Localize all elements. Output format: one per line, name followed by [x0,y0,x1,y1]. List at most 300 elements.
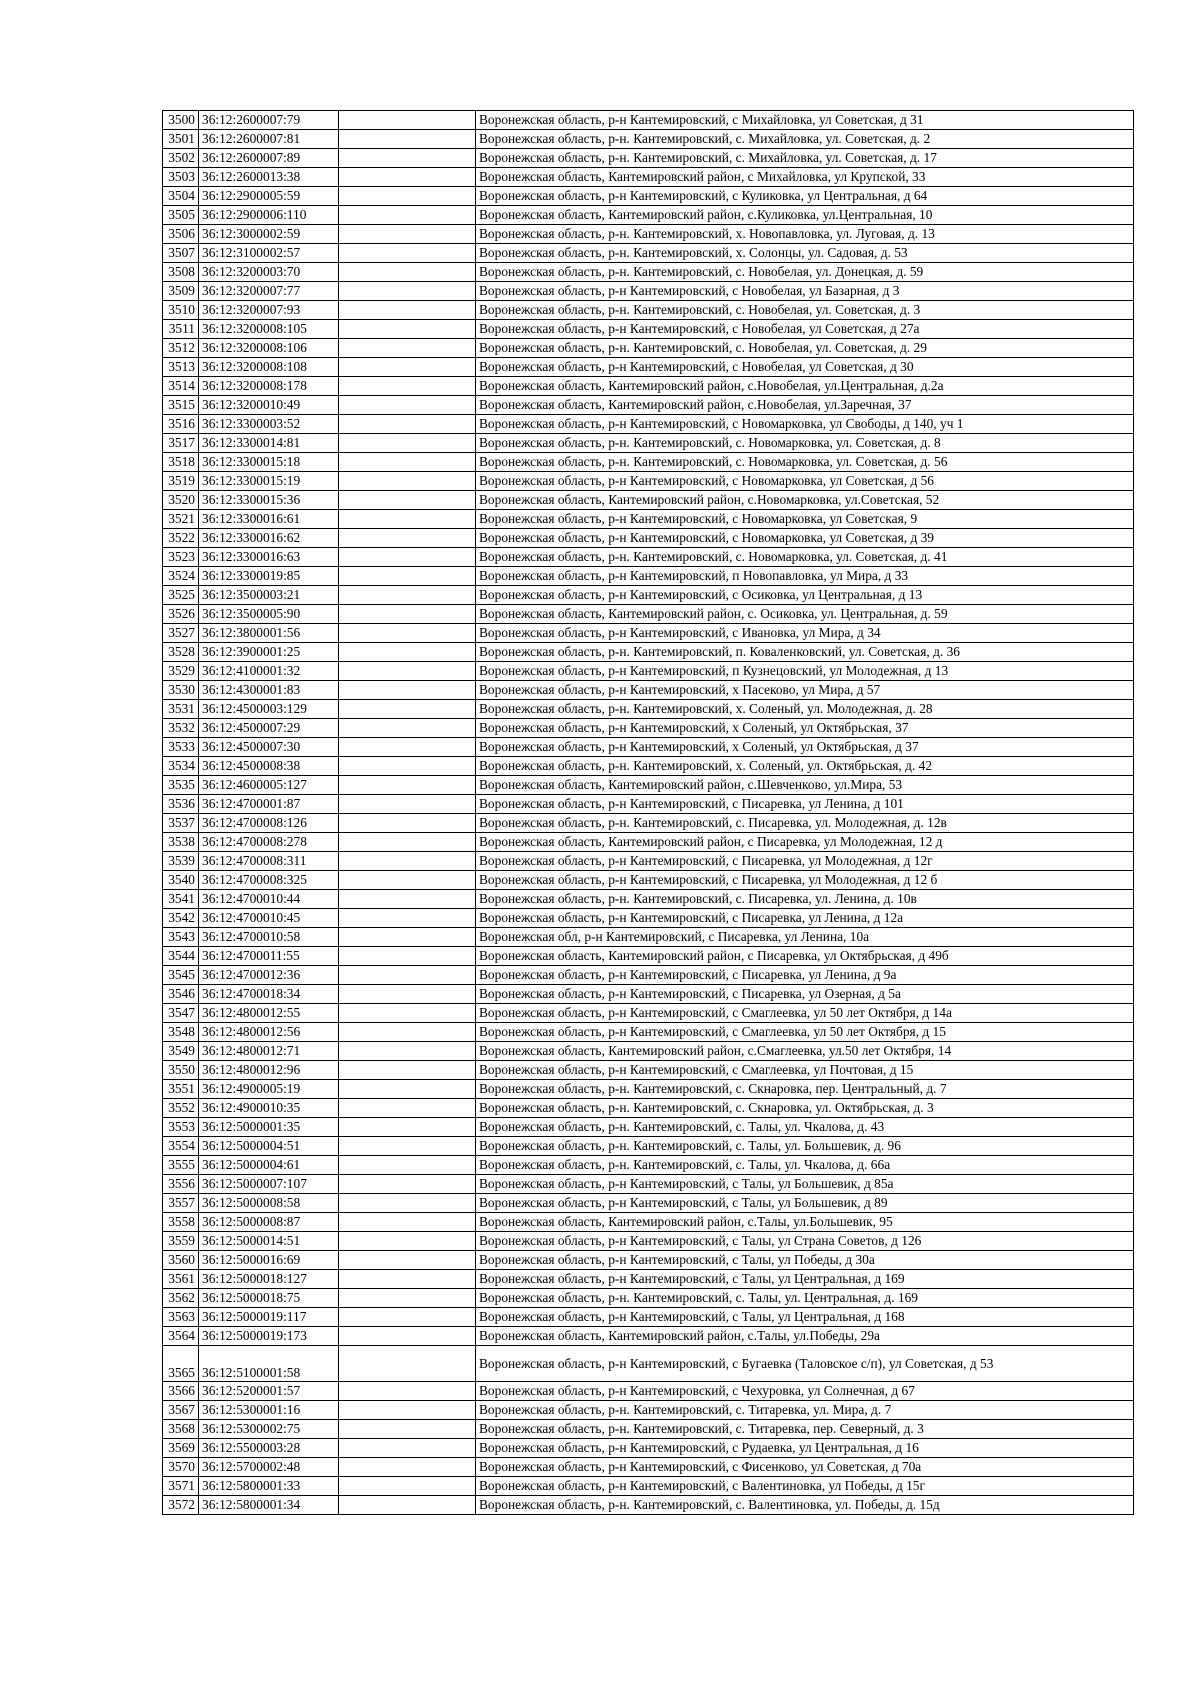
cadastral-number-cell: 36:12:4700018:34 [199,985,339,1004]
address-cell: Воронежская область, р-н. Кантемировский, х. Соленый, ул. Октябрьская, д. 42 [476,757,1134,776]
table-row [163,1004,1134,1023]
cadastral-number-cell: 36:12:3300016:61 [199,510,339,529]
empty-cell [339,1232,476,1251]
empty-cell [339,1327,476,1346]
cadastral-number-cell: 36:12:3800001:56 [199,624,339,643]
empty-cell [339,282,476,301]
cadastral-number-cell: 36:12:4800012:56 [199,1023,339,1042]
row-number-cell: 3569 [163,1439,199,1458]
cadastral-number-cell: 36:12:5000008:58 [199,1194,339,1213]
row-number-cell: 3543 [163,928,199,947]
empty-cell [339,681,476,700]
empty-cell [339,1213,476,1232]
table-row [163,795,1134,814]
address-cell: Воронежская область, р-н Кантемировский, с Смаглеевка, ул Почтовая, д 15 [476,1061,1134,1080]
row-number-cell: 3511 [163,320,199,339]
table-row [163,605,1134,624]
row-number-cell: 3555 [163,1156,199,1175]
empty-cell [339,491,476,510]
cadastral-number-cell: 36:12:3900001:25 [199,643,339,662]
row-number-cell: 3512 [163,339,199,358]
cadastral-number-cell: 36:12:3200008:105 [199,320,339,339]
row-number-cell: 3503 [163,168,199,187]
address-cell: Воронежская область, р-н. Кантемировский, х. Соленый, ул. Молодежная, д. 28 [476,700,1134,719]
address-cell: Воронежская область, р-н Кантемировский, с Куликовка, ул Центральная, д 64 [476,187,1134,206]
address-cell: Воронежская область, р-н. Кантемировский, х. Новопавловка, ул. Луговая, д. 13 [476,225,1134,244]
row-number-cell: 3527 [163,624,199,643]
cadastral-number-cell: 36:12:3300015:36 [199,491,339,510]
table-row [163,1118,1134,1137]
cadastral-number-cell: 36:12:3500003:21 [199,586,339,605]
cadastral-number-cell: 36:12:4700001:87 [199,795,339,814]
cadastral-number-cell: 36:12:4700010:45 [199,909,339,928]
row-number-cell: 3539 [163,852,199,871]
row-number-cell: 3517 [163,434,199,453]
address-cell: Воронежская область, р-н Кантемировский, с Бугаевка (Таловское с/п), ул Советская, д 53 [476,1346,1134,1382]
cadastral-number-cell: 36:12:5000004:61 [199,1156,339,1175]
row-number-cell: 3563 [163,1308,199,1327]
empty-cell [339,1080,476,1099]
empty-cell [339,1118,476,1137]
row-number-cell: 3561 [163,1270,199,1289]
row-number-cell: 3546 [163,985,199,1004]
empty-cell [339,662,476,681]
address-cell: Воронежская область, р-н. Кантемировский, с. Титаревка, пер. Северный, д. 3 [476,1420,1134,1439]
address-cell: Воронежская область, Кантемировский район, с Писаревка, ул Молодежная, 12 д [476,833,1134,852]
row-number-cell: 3506 [163,225,199,244]
table-row [163,776,1134,795]
address-cell: Воронежская область, р-н Кантемировский, с Талы, ул Страна Советов, д 126 [476,1232,1134,1251]
cadastral-number-cell: 36:12:4800012:71 [199,1042,339,1061]
table-row [163,339,1134,358]
cadastral-number-cell: 36:12:5800001:34 [199,1496,339,1515]
row-number-cell: 3536 [163,795,199,814]
table-row [163,1458,1134,1477]
empty-cell [339,415,476,434]
table-row [163,1099,1134,1118]
row-number-cell: 3557 [163,1194,199,1213]
table-row [163,1175,1134,1194]
address-cell: Воронежская область, Кантемировский район, с.Новомарковка, ул.Советская, 52 [476,491,1134,510]
row-number-cell: 3552 [163,1099,199,1118]
empty-cell [339,1439,476,1458]
address-cell: Воронежская область, р-н. Кантемировский, с. Талы, ул. Большевик, д. 96 [476,1137,1134,1156]
cadastral-number-cell: 36:12:5300002:75 [199,1420,339,1439]
cadastral-number-cell: 36:12:5700002:48 [199,1458,339,1477]
address-cell: Воронежская область, Кантемировский район, с Писаревка, ул Октябрьская, д 49б [476,947,1134,966]
empty-cell [339,1042,476,1061]
cadastral-number-cell: 36:12:5000007:107 [199,1175,339,1194]
empty-cell [339,567,476,586]
empty-cell [339,890,476,909]
empty-cell [339,244,476,263]
empty-cell [339,605,476,624]
cadastral-number-cell: 36:12:4900010:35 [199,1099,339,1118]
row-number-cell: 3541 [163,890,199,909]
empty-cell [339,852,476,871]
row-number-cell: 3523 [163,548,199,567]
address-cell: Воронежская область, р-н. Кантемировский, с. Талы, ул. Центральная, д. 169 [476,1289,1134,1308]
empty-cell [339,168,476,187]
empty-cell [339,1156,476,1175]
cadastral-number-cell: 36:12:3300014:81 [199,434,339,453]
table-row [163,1308,1134,1327]
table-row [163,358,1134,377]
table-row [163,757,1134,776]
table-row [163,814,1134,833]
address-cell: Воронежская область, р-н Кантемировский, с Чехуровка, ул Солнечная, д 67 [476,1382,1134,1401]
table-row [163,700,1134,719]
empty-cell [339,643,476,662]
row-number-cell: 3509 [163,282,199,301]
table-row [163,1023,1134,1042]
row-number-cell: 3516 [163,415,199,434]
address-cell: Воронежская область, р-н. Кантемировский, с. Новобелая, ул. Советская, д. 3 [476,301,1134,320]
cadastral-number-cell: 36:12:5800001:33 [199,1477,339,1496]
row-number-cell: 3521 [163,510,199,529]
table-row [163,1156,1134,1175]
row-number-cell: 3540 [163,871,199,890]
table-row [163,149,1134,168]
row-number-cell: 3547 [163,1004,199,1023]
table-row [163,282,1134,301]
empty-cell [339,187,476,206]
row-number-cell: 3553 [163,1118,199,1137]
table-row [163,719,1134,738]
address-cell: Воронежская область, р-н. Кантемировский, п. Коваленковский, ул. Советская, д. 36 [476,643,1134,662]
address-cell: Воронежская область, р-н Кантемировский, с Новобелая, ул Советская, д 27а [476,320,1134,339]
empty-cell [339,377,476,396]
row-number-cell: 3522 [163,529,199,548]
table-row [163,130,1134,149]
address-cell: Воронежская область, Кантемировский район, с. Осиковка, ул. Центральная, д. 59 [476,605,1134,624]
table-row [163,1251,1134,1270]
row-number-cell: 3500 [163,111,199,130]
property-table [162,110,1134,1515]
cadastral-number-cell: 36:12:4700012:36 [199,966,339,985]
table-row [163,1496,1134,1515]
address-cell: Воронежская область, р-н Кантемировский, с Писаревка, ул Ленина, д 9а [476,966,1134,985]
cadastral-number-cell: 36:12:5000014:51 [199,1232,339,1251]
address-cell: Воронежская область, р-н Кантемировский, с Новомарковка, ул Советская, д 39 [476,529,1134,548]
empty-cell [339,1194,476,1213]
row-number-cell: 3529 [163,662,199,681]
row-number-cell: 3525 [163,586,199,605]
cadastral-number-cell: 36:12:4500007:29 [199,719,339,738]
row-number-cell: 3554 [163,1137,199,1156]
row-number-cell: 3564 [163,1327,199,1346]
table-row [163,263,1134,282]
cadastral-number-cell: 36:12:2900006:110 [199,206,339,225]
cadastral-number-cell: 36:12:2600007:79 [199,111,339,130]
table-row [163,985,1134,1004]
address-cell: Воронежская область, Кантемировский район, с.Новобелая, ул.Центральная, д.2а [476,377,1134,396]
empty-cell [339,358,476,377]
row-number-cell: 3524 [163,567,199,586]
empty-cell [339,1251,476,1270]
table-row [163,1042,1134,1061]
row-number-cell: 3551 [163,1080,199,1099]
cadastral-number-cell: 36:12:4600005:127 [199,776,339,795]
row-number-cell: 3560 [163,1251,199,1270]
table-row [163,434,1134,453]
address-cell: Воронежская область, р-н Кантемировский, с Новобелая, ул Советская, д 30 [476,358,1134,377]
empty-cell [339,1346,476,1382]
address-cell: Воронежская область, р-н Кантемировский, с Смаглеевка, ул 50 лет Октября, д 15 [476,1023,1134,1042]
empty-cell [339,928,476,947]
address-cell: Воронежская область, р-н Кантемировский, с Новобелая, ул Базарная, д 3 [476,282,1134,301]
address-cell: Воронежская область, р-н Кантемировский, с Талы, ул Центральная, д 168 [476,1308,1134,1327]
cadastral-number-cell: 36:12:4800012:96 [199,1061,339,1080]
empty-cell [339,453,476,472]
cadastral-number-cell: 36:12:4500003:129 [199,700,339,719]
table-row [163,453,1134,472]
row-number-cell: 3542 [163,909,199,928]
address-cell: Воронежская область, р-н Кантемировский, с Смаглеевка, ул 50 лет Октября, д 14а [476,1004,1134,1023]
table-row [163,1289,1134,1308]
address-cell: Воронежская область, Кантемировский район, с.Смаглеевка, ул.50 лет Октября, 14 [476,1042,1134,1061]
address-cell: Воронежская область, р-н Кантемировский, с Новомарковка, ул Советская, 9 [476,510,1134,529]
address-cell: Воронежская область, р-н Кантемировский, с Фисенково, ул Советская, д 70а [476,1458,1134,1477]
empty-cell [339,301,476,320]
table-row [163,681,1134,700]
cadastral-number-cell: 36:12:3200007:77 [199,282,339,301]
address-cell: Воронежская область, р-н. Кантемировский, с. Михайловка, ул. Советская, д. 17 [476,149,1134,168]
cadastral-number-cell: 36:12:5100001:58 [199,1346,339,1382]
cadastral-number-cell: 36:12:4500007:30 [199,738,339,757]
row-number-cell: 3568 [163,1420,199,1439]
table-row [163,567,1134,586]
address-cell: Воронежская область, р-н Кантемировский, х Соленый, ул Октябрьская, 37 [476,719,1134,738]
cadastral-number-cell: 36:12:3100002:57 [199,244,339,263]
row-number-cell: 3504 [163,187,199,206]
address-cell: Воронежская область, р-н Кантемировский, с Талы, ул Центральная, д 169 [476,1270,1134,1289]
empty-cell [339,529,476,548]
empty-cell [339,1496,476,1515]
row-number-cell: 3550 [163,1061,199,1080]
table-row [163,1327,1134,1346]
table-row [163,415,1134,434]
cadastral-number-cell: 36:12:5000018:75 [199,1289,339,1308]
table-row [163,871,1134,890]
empty-cell [339,1289,476,1308]
address-cell: Воронежская область, р-н Кантемировский, х Пасеково, ул Мира, д 57 [476,681,1134,700]
row-number-cell: 3514 [163,377,199,396]
cadastral-number-cell: 36:12:3300015:19 [199,472,339,491]
row-number-cell: 3519 [163,472,199,491]
table-row [163,529,1134,548]
address-cell: Воронежская область, Кантемировский район, с.Талы, ул.Победы, 29а [476,1327,1134,1346]
table-row [163,1213,1134,1232]
table-row [163,1270,1134,1289]
address-cell: Воронежская область, Кантемировский район, с Михайловка, ул Крупской, 33 [476,168,1134,187]
address-cell: Воронежская область, р-н Кантемировский, с Талы, ул Большевик, д 85а [476,1175,1134,1194]
address-cell: Воронежская область, р-н. Кантемировский, с. Писаревка, ул. Ленина, д. 10в [476,890,1134,909]
address-cell: Воронежская область, р-н. Кантемировский, с. Писаревка, ул. Молодежная, д. 12в [476,814,1134,833]
address-cell: Воронежская область, р-н Кантемировский, с Писаревка, ул Ленина, д 12а [476,909,1134,928]
row-number-cell: 3556 [163,1175,199,1194]
row-number-cell: 3534 [163,757,199,776]
empty-cell [339,1420,476,1439]
table-row [163,1439,1134,1458]
address-cell: Воронежская обл, р-н Кантемировский, с Писаревка, ул Ленина, 10а [476,928,1134,947]
table-row [163,1346,1134,1382]
row-number-cell: 3572 [163,1496,199,1515]
cadastral-number-cell: 36:12:4900005:19 [199,1080,339,1099]
cadastral-number-cell: 36:12:4700008:278 [199,833,339,852]
cadastral-number-cell: 36:12:3300016:62 [199,529,339,548]
cadastral-number-cell: 36:12:4800012:55 [199,1004,339,1023]
empty-cell [339,586,476,605]
cadastral-number-cell: 36:12:3300015:18 [199,453,339,472]
cadastral-number-cell: 36:12:5000018:127 [199,1270,339,1289]
table-row [163,909,1134,928]
cadastral-number-cell: 36:12:5000016:69 [199,1251,339,1270]
row-number-cell: 3535 [163,776,199,795]
address-cell: Воронежская область, р-н. Кантемировский, с. Титаревка, ул. Мира, д. 7 [476,1401,1134,1420]
empty-cell [339,1477,476,1496]
empty-cell [339,1308,476,1327]
empty-cell [339,814,476,833]
address-cell: Воронежская область, р-н. Кантемировский, с. Новомарковка, ул. Советская, д. 41 [476,548,1134,567]
cadastral-number-cell: 36:12:2600007:89 [199,149,339,168]
row-number-cell: 3532 [163,719,199,738]
empty-cell [339,1270,476,1289]
table-row [163,586,1134,605]
cadastral-number-cell: 36:12:4700011:55 [199,947,339,966]
row-number-cell: 3513 [163,358,199,377]
address-cell: Воронежская область, Кантемировский район, с.Шевченково, ул.Мира, 53 [476,776,1134,795]
empty-cell [339,1061,476,1080]
address-cell: Воронежская область, р-н Кантемировский, с Михайловка, ул Советская, д 31 [476,111,1134,130]
row-number-cell: 3533 [163,738,199,757]
table-row [163,928,1134,947]
row-number-cell: 3530 [163,681,199,700]
table-row [163,472,1134,491]
row-number-cell: 3549 [163,1042,199,1061]
address-cell: Воронежская область, р-н. Кантемировский, х. Солонцы, ул. Садовая, д. 53 [476,244,1134,263]
table-row [163,377,1134,396]
row-number-cell: 3518 [163,453,199,472]
row-number-cell: 3507 [163,244,199,263]
table-row [163,662,1134,681]
cadastral-number-cell: 36:12:3200003:70 [199,263,339,282]
address-cell: Воронежская область, р-н Кантемировский, с Писаревка, ул Ленина, д 101 [476,795,1134,814]
cadastral-number-cell: 36:12:2900005:59 [199,187,339,206]
address-cell: Воронежская область, р-н. Кантемировский, с. Скнаровка, ул. Октябрьская, д. 3 [476,1099,1134,1118]
address-cell: Воронежская область, р-н Кантемировский, с Писаревка, ул Молодежная, д 12г [476,852,1134,871]
empty-cell [339,700,476,719]
table-row [163,1382,1134,1401]
cadastral-number-cell: 36:12:5000004:51 [199,1137,339,1156]
cadastral-number-cell: 36:12:4700010:58 [199,928,339,947]
row-number-cell: 3526 [163,605,199,624]
cadastral-number-cell: 36:12:4300001:83 [199,681,339,700]
cadastral-number-cell: 36:12:2600007:81 [199,130,339,149]
cadastral-number-cell: 36:12:5500003:28 [199,1439,339,1458]
empty-cell [339,510,476,529]
property-table-body [163,111,1134,1515]
row-number-cell: 3505 [163,206,199,225]
empty-cell [339,966,476,985]
cadastral-number-cell: 36:12:5000019:117 [199,1308,339,1327]
table-row [163,852,1134,871]
table-row [163,1232,1134,1251]
empty-cell [339,206,476,225]
table-row [163,548,1134,567]
table-row [163,966,1134,985]
table-row [163,491,1134,510]
table-row [163,1477,1134,1496]
row-number-cell: 3570 [163,1458,199,1477]
empty-cell [339,738,476,757]
address-cell: Воронежская область, р-н Кантемировский, с Рудаевка, ул Центральная, д 16 [476,1439,1134,1458]
table-row [163,187,1134,206]
table-row [163,1061,1134,1080]
cadastral-number-cell: 36:12:3200010:49 [199,396,339,415]
row-number-cell: 3548 [163,1023,199,1042]
address-cell: Воронежская область, р-н. Кантемировский, с. Валентиновка, ул. Победы, д. 15д [476,1496,1134,1515]
address-cell: Воронежская область, р-н. Кантемировский, с. Новобелая, ул. Донецкая, д. 59 [476,263,1134,282]
address-cell: Воронежская область, р-н. Кантемировский, с. Скнаровка, пер. Центральный, д. 7 [476,1080,1134,1099]
table-row [163,301,1134,320]
address-cell: Воронежская область, Кантемировский район, с.Новобелая, ул.Заречная, 37 [476,396,1134,415]
address-cell: Воронежская область, р-н. Кантемировский, с. Михайловка, ул. Советская, д. 2 [476,130,1134,149]
cadastral-number-cell: 36:12:4100001:32 [199,662,339,681]
table-row [163,738,1134,757]
row-number-cell: 3528 [163,643,199,662]
empty-cell [339,111,476,130]
cadastral-number-cell: 36:12:4700008:311 [199,852,339,871]
empty-cell [339,1175,476,1194]
empty-cell [339,1401,476,1420]
empty-cell [339,1004,476,1023]
table-row [163,320,1134,339]
address-cell: Воронежская область, Кантемировский район, с.Талы, ул.Большевик, 95 [476,1213,1134,1232]
empty-cell [339,434,476,453]
address-cell: Воронежская область, р-н Кантемировский, с Писаревка, ул Молодежная, д 12 б [476,871,1134,890]
cadastral-number-cell: 36:12:4700008:126 [199,814,339,833]
row-number-cell: 3531 [163,700,199,719]
address-cell: Воронежская область, р-н. Кантемировский, с. Новобелая, ул. Советская, д. 29 [476,339,1134,358]
cadastral-number-cell: 36:12:5000019:173 [199,1327,339,1346]
cadastral-number-cell: 36:12:5000008:87 [199,1213,339,1232]
cadastral-number-cell: 36:12:3000002:59 [199,225,339,244]
row-number-cell: 3562 [163,1289,199,1308]
table-row [163,1080,1134,1099]
address-cell: Воронежская область, р-н. Кантемировский, с. Новомарковка, ул. Советская, д. 56 [476,453,1134,472]
empty-cell [339,1458,476,1477]
empty-cell [339,472,476,491]
cadastral-number-cell: 36:12:3500005:90 [199,605,339,624]
table-row [163,244,1134,263]
address-cell: Воронежская область, р-н Кантемировский, п Кузнецовский, ул Молодежная, д 13 [476,662,1134,681]
address-cell: Воронежская область, р-н Кантемировский, с Осиковка, ул Центральная, д 13 [476,586,1134,605]
row-number-cell: 3520 [163,491,199,510]
empty-cell [339,719,476,738]
address-cell: Воронежская область, р-н Кантемировский, с Талы, ул Победы, д 30а [476,1251,1134,1270]
table-row [163,206,1134,225]
row-number-cell: 3566 [163,1382,199,1401]
table-row [163,1420,1134,1439]
empty-cell [339,947,476,966]
table-row [163,510,1134,529]
table-row [163,168,1134,187]
empty-cell [339,263,476,282]
empty-cell [339,624,476,643]
row-number-cell: 3571 [163,1477,199,1496]
row-number-cell: 3510 [163,301,199,320]
